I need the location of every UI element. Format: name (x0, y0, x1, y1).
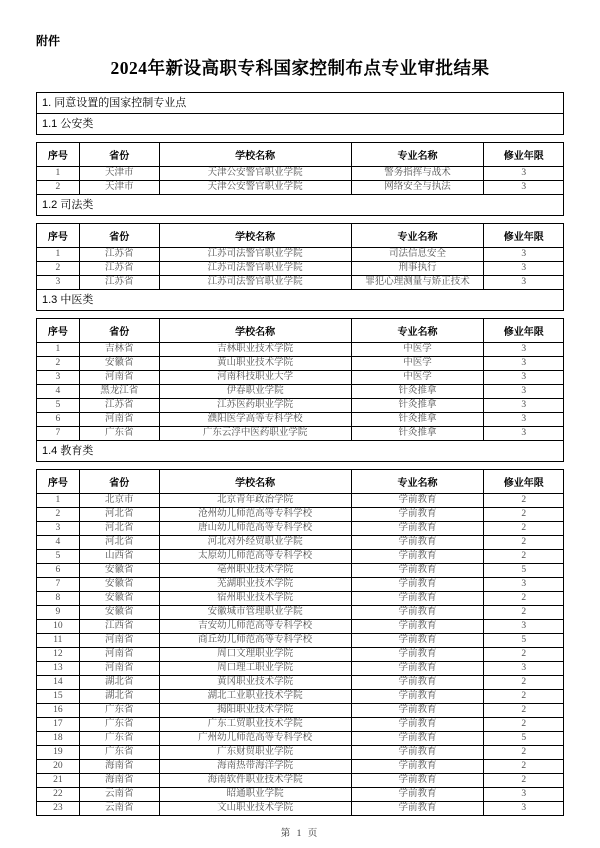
table-cell: 黑龙江省 (79, 385, 159, 399)
attachment-label: 附件 (36, 34, 61, 48)
table-row (37, 181, 564, 195)
table-cell: 3 (484, 167, 564, 181)
category-label: 1.3 中医类 (36, 289, 564, 311)
table-row (37, 536, 564, 550)
main-section-heading: 1. 同意设置的国家控制专业点 (36, 92, 564, 114)
table-cell: 安徽城市管理职业学院 (159, 606, 351, 620)
table-cell: 3 (484, 427, 564, 441)
table-cell: 江苏医药职业学院 (159, 399, 351, 413)
table-row (37, 550, 564, 564)
table-cell: 学前教育 (351, 690, 484, 704)
table-cell: 湖北工业职业技术学院 (159, 690, 351, 704)
column-header: 序号 (37, 319, 80, 343)
table-row (37, 343, 564, 357)
table-cell: 3 (484, 181, 564, 195)
table-cell: 警务指挥与战术 (351, 167, 484, 181)
table-cell: 19 (37, 746, 80, 760)
column-header: 专业名称 (351, 143, 484, 167)
table-cell: 宿州职业技术学院 (159, 592, 351, 606)
table-cell: 12 (37, 648, 80, 662)
table-cell: 2 (484, 718, 564, 732)
table-cell: 3 (484, 802, 564, 816)
table-row (37, 690, 564, 704)
table-cell: 18 (37, 732, 80, 746)
table-cell: 濮阳医学高等专科学校 (159, 413, 351, 427)
category-table (36, 318, 564, 441)
table-cell: 学前教育 (351, 718, 484, 732)
table-cell: 江苏省 (79, 262, 159, 276)
column-header: 专业名称 (351, 319, 484, 343)
table-row (37, 662, 564, 676)
table-cell: 4 (37, 385, 80, 399)
table-cell: 网络安全与执法 (351, 181, 484, 195)
table-cell: 江苏司法警官职业学院 (159, 248, 351, 262)
table-row (37, 371, 564, 385)
table-cell: 学前教育 (351, 662, 484, 676)
table-row (37, 732, 564, 746)
table-cell: 昭通职业学院 (159, 788, 351, 802)
column-header: 省份 (79, 143, 159, 167)
table-cell: 学前教育 (351, 592, 484, 606)
table-cell: 河北省 (79, 522, 159, 536)
table-cell: 17 (37, 718, 80, 732)
table-cell: 安徽省 (79, 592, 159, 606)
table-cell: 中医学 (351, 343, 484, 357)
category-label: 1.2 司法类 (36, 194, 564, 216)
table-cell: 5 (484, 564, 564, 578)
table-cell: 学前教育 (351, 606, 484, 620)
document-body (36, 92, 564, 839)
table-cell: 23 (37, 802, 80, 816)
table-cell: 2 (484, 648, 564, 662)
column-header: 修业年限 (484, 143, 564, 167)
table-cell: 学前教育 (351, 550, 484, 564)
table-cell: 2 (484, 704, 564, 718)
table-row (37, 634, 564, 648)
table-cell: 江苏省 (79, 248, 159, 262)
table-row (37, 167, 564, 181)
table-row (37, 427, 564, 441)
table-cell: 广东省 (79, 746, 159, 760)
table-row (37, 620, 564, 634)
table-cell: 沧州幼儿师范高等专科学校 (159, 508, 351, 522)
table-cell: 2 (484, 760, 564, 774)
table-row (37, 413, 564, 427)
table-cell: 太原幼儿师范高等专科学校 (159, 550, 351, 564)
table-cell: 江苏司法警官职业学院 (159, 276, 351, 290)
table-cell: 5 (484, 634, 564, 648)
table-row (37, 676, 564, 690)
category-table (36, 223, 564, 290)
table-cell: 2 (484, 774, 564, 788)
table-cell: 安徽省 (79, 564, 159, 578)
table-cell: 5 (484, 732, 564, 746)
table-cell: 3 (484, 357, 564, 371)
column-header: 专业名称 (351, 470, 484, 494)
table-cell: 湖北省 (79, 690, 159, 704)
table-cell: 河南省 (79, 371, 159, 385)
table-row (37, 385, 564, 399)
table-cell: 河北省 (79, 508, 159, 522)
table-cell: 7 (37, 578, 80, 592)
table-cell: 3 (484, 248, 564, 262)
table-cell: 3 (484, 276, 564, 290)
table-cell: 云南省 (79, 788, 159, 802)
table-cell: 江西省 (79, 620, 159, 634)
category-sections (36, 113, 564, 816)
table-cell: 针灸推拿 (351, 385, 484, 399)
table-cell: 周口理工职业学院 (159, 662, 351, 676)
column-header: 专业名称 (351, 224, 484, 248)
table-cell: 学前教育 (351, 620, 484, 634)
column-header: 省份 (79, 319, 159, 343)
table-header-row (37, 470, 564, 494)
table-cell: 1 (37, 494, 80, 508)
table-row (37, 578, 564, 592)
table-cell: 吉安幼儿师范高等专科学校 (159, 620, 351, 634)
table-cell: 广东财贸职业学院 (159, 746, 351, 760)
table-cell: 刑事执行 (351, 262, 484, 276)
table-row (37, 248, 564, 262)
category-table (36, 142, 564, 195)
table-cell: 2 (484, 494, 564, 508)
table-row (37, 357, 564, 371)
table-cell: 3 (484, 385, 564, 399)
table-cell: 6 (37, 413, 80, 427)
table-cell: 罪犯心理测量与矫正技术 (351, 276, 484, 290)
table-cell: 天津公安警官职业学院 (159, 181, 351, 195)
column-header: 学校名称 (159, 470, 351, 494)
table-cell: 学前教育 (351, 788, 484, 802)
table-cell: 广东省 (79, 732, 159, 746)
table-cell: 天津公安警官职业学院 (159, 167, 351, 181)
table-cell: 学前教育 (351, 508, 484, 522)
table-cell: 商丘幼儿师范高等专科学校 (159, 634, 351, 648)
table-cell: 安徽省 (79, 606, 159, 620)
table-cell: 山西省 (79, 550, 159, 564)
table-cell: 21 (37, 774, 80, 788)
table-row (37, 262, 564, 276)
table-cell: 1 (37, 248, 80, 262)
table-cell: 海南省 (79, 774, 159, 788)
category-label: 1.1 公安类 (36, 113, 564, 135)
table-row (37, 746, 564, 760)
column-header: 学校名称 (159, 319, 351, 343)
column-header: 修业年限 (484, 319, 564, 343)
table-cell: 5 (37, 550, 80, 564)
table-cell: 10 (37, 620, 80, 634)
table-row (37, 522, 564, 536)
table-cell: 2 (37, 262, 80, 276)
table-cell: 3 (484, 413, 564, 427)
table-row (37, 606, 564, 620)
table-cell: 学前教育 (351, 648, 484, 662)
table-cell: 6 (37, 564, 80, 578)
table-cell: 16 (37, 704, 80, 718)
table-cell: 河南省 (79, 413, 159, 427)
table-cell: 11 (37, 634, 80, 648)
table-row (37, 508, 564, 522)
table-cell: 黄冈职业技术学院 (159, 676, 351, 690)
table-cell: 2 (484, 592, 564, 606)
table-cell: 北京青年政治学院 (159, 494, 351, 508)
table-row (37, 564, 564, 578)
table-cell: 广州幼儿师范高等专科学校 (159, 732, 351, 746)
table-cell: 2 (37, 357, 80, 371)
table-cell: 河南省 (79, 648, 159, 662)
table-cell: 云南省 (79, 802, 159, 816)
column-header: 省份 (79, 470, 159, 494)
table-cell: 2 (484, 690, 564, 704)
category-table (36, 469, 564, 816)
table-cell: 学前教育 (351, 578, 484, 592)
table-cell: 学前教育 (351, 760, 484, 774)
table-cell: 黄山职业技术学院 (159, 357, 351, 371)
table-row (37, 704, 564, 718)
table-cell: 河北省 (79, 536, 159, 550)
table-cell: 3 (484, 343, 564, 357)
table-cell: 4 (37, 536, 80, 550)
table-cell: 广东工贸职业技术学院 (159, 718, 351, 732)
table-cell: 学前教育 (351, 704, 484, 718)
table-cell: 3 (37, 276, 80, 290)
table-cell: 天津市 (79, 181, 159, 195)
table-row (37, 788, 564, 802)
table-cell: 天津市 (79, 167, 159, 181)
column-header: 序号 (37, 224, 80, 248)
table-cell: 13 (37, 662, 80, 676)
table-row (37, 648, 564, 662)
table-cell: 江苏省 (79, 399, 159, 413)
table-header-row (37, 319, 564, 343)
table-cell: 2 (484, 676, 564, 690)
table-row (37, 718, 564, 732)
table-cell: 学前教育 (351, 774, 484, 788)
table-cell: 学前教育 (351, 522, 484, 536)
category-label: 1.4 教育类 (36, 440, 564, 462)
table-cell: 河南省 (79, 634, 159, 648)
table-cell: 揭阳职业技术学院 (159, 704, 351, 718)
page-number: 第 1 页 (280, 829, 320, 839)
table-row (37, 399, 564, 413)
table-cell: 2 (484, 536, 564, 550)
table-cell: 周口文理职业学院 (159, 648, 351, 662)
table-cell: 中医学 (351, 357, 484, 371)
table-cell: 针灸推拿 (351, 413, 484, 427)
column-header: 学校名称 (159, 224, 351, 248)
table-cell: 广东云浮中医药职业学院 (159, 427, 351, 441)
table-cell: 14 (37, 676, 80, 690)
table-cell: 3 (37, 371, 80, 385)
table-cell: 广东省 (79, 718, 159, 732)
table-cell: 1 (37, 167, 80, 181)
table-cell: 学前教育 (351, 536, 484, 550)
table-header-row (37, 143, 564, 167)
document-title: 2024年新设高职专科国家控制布点专业审批结果 (110, 58, 490, 78)
table-header-row (37, 224, 564, 248)
table-cell: 湖北省 (79, 676, 159, 690)
table-cell: 针灸推拿 (351, 427, 484, 441)
table-cell: 2 (484, 746, 564, 760)
table-cell: 3 (484, 371, 564, 385)
table-cell: 司法信息安全 (351, 248, 484, 262)
table-cell: 亳州职业技术学院 (159, 564, 351, 578)
table-cell: 2 (484, 508, 564, 522)
table-row (37, 802, 564, 816)
table-cell: 1 (37, 343, 80, 357)
table-cell: 学前教育 (351, 564, 484, 578)
table-cell: 3 (37, 522, 80, 536)
table-row (37, 592, 564, 606)
column-header: 修业年限 (484, 224, 564, 248)
table-row (37, 276, 564, 290)
table-cell: 安徽省 (79, 357, 159, 371)
table-cell: 江苏省 (79, 276, 159, 290)
table-cell: 8 (37, 592, 80, 606)
table-cell: 2 (484, 522, 564, 536)
table-cell: 海南省 (79, 760, 159, 774)
table-cell: 吉林省 (79, 343, 159, 357)
table-cell: 北京市 (79, 494, 159, 508)
table-cell: 学前教育 (351, 634, 484, 648)
column-header: 序号 (37, 143, 80, 167)
table-cell: 2 (37, 508, 80, 522)
table-cell: 广东省 (79, 427, 159, 441)
table-cell: 3 (484, 620, 564, 634)
table-cell: 吉林职业技术学院 (159, 343, 351, 357)
table-row (37, 494, 564, 508)
table-cell: 江苏司法警官职业学院 (159, 262, 351, 276)
table-cell: 安徽省 (79, 578, 159, 592)
table-cell: 学前教育 (351, 732, 484, 746)
table-cell: 海南热带海洋学院 (159, 760, 351, 774)
table-cell: 学前教育 (351, 802, 484, 816)
table-cell: 唐山幼儿师范高等专科学校 (159, 522, 351, 536)
table-cell: 广东省 (79, 704, 159, 718)
table-cell: 3 (484, 399, 564, 413)
table-cell: 3 (484, 578, 564, 592)
table-cell: 3 (484, 662, 564, 676)
table-cell: 3 (484, 788, 564, 802)
table-cell: 7 (37, 427, 80, 441)
table-cell: 2 (484, 550, 564, 564)
column-header: 省份 (79, 224, 159, 248)
table-cell: 芜湖职业技术学院 (159, 578, 351, 592)
table-cell: 海南软件职业技术学院 (159, 774, 351, 788)
table-cell: 学前教育 (351, 746, 484, 760)
column-header: 修业年限 (484, 470, 564, 494)
table-row (37, 760, 564, 774)
table-cell: 20 (37, 760, 80, 774)
table-cell: 学前教育 (351, 494, 484, 508)
column-header: 序号 (37, 470, 80, 494)
table-cell: 河南省 (79, 662, 159, 676)
table-cell: 2 (37, 181, 80, 195)
table-cell: 3 (484, 262, 564, 276)
column-header: 学校名称 (159, 143, 351, 167)
table-cell: 22 (37, 788, 80, 802)
table-cell: 中医学 (351, 371, 484, 385)
table-cell: 文山职业技术学院 (159, 802, 351, 816)
table-cell: 河北对外经贸职业学院 (159, 536, 351, 550)
table-cell: 2 (484, 606, 564, 620)
table-cell: 5 (37, 399, 80, 413)
table-cell: 针灸推拿 (351, 399, 484, 413)
table-cell: 15 (37, 690, 80, 704)
table-cell: 学前教育 (351, 676, 484, 690)
table-row (37, 774, 564, 788)
table-cell: 伊春职业学院 (159, 385, 351, 399)
table-cell: 9 (37, 606, 80, 620)
table-cell: 河南科技职业大学 (159, 371, 351, 385)
